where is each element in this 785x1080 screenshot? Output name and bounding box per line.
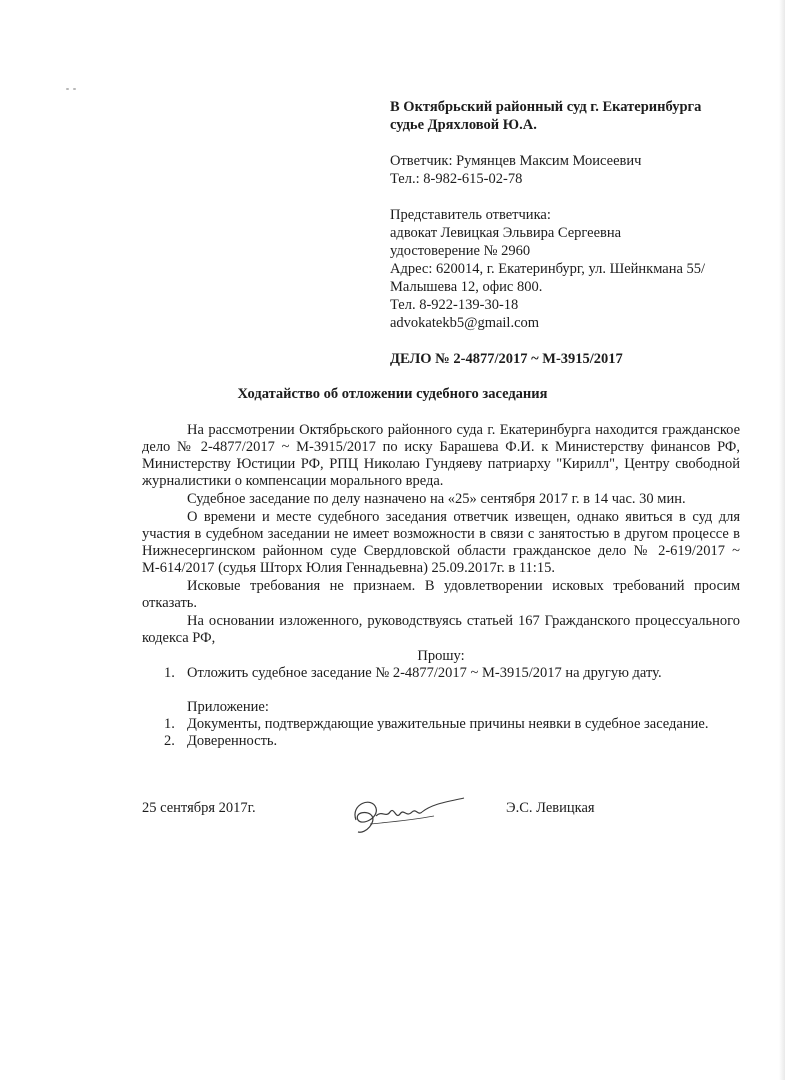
representative-phone: Тел. 8-922-139-30-18 — [390, 297, 519, 313]
list-item — [142, 665, 740, 682]
representative-name: адвокат Левицкая Эльвира Сергеевна — [390, 225, 622, 241]
list-item-text: Документы, подтверждающие уважительные причины неявки в судебное заседание. — [187, 716, 709, 732]
paragraph-legal-basis: На основании изложенного, руководствуясь статьей 167 Гражданского процессуального кодекса РФ, — [142, 613, 740, 646]
scan-edge-shadow — [779, 0, 785, 1080]
attachments-label: Приложение: — [187, 699, 269, 715]
list-item-text: Доверенность. — [187, 733, 278, 749]
list-item-text: Отложить судебное заседание № 2-4877/2017 ~ М-3915/2017 на другую дату. — [187, 665, 662, 681]
signer-name: Э.С. Левицкая — [506, 800, 595, 816]
representative-address-line-2: Малышева 12, офис 800. — [390, 279, 543, 295]
document-title: Ходатайство об отложении судебного заседания — [237, 386, 548, 402]
list-item — [142, 733, 740, 750]
court-line-2: судье Дряхловой Ю.А. — [390, 117, 537, 133]
scan-speck — [73, 88, 76, 90]
addressee-block — [390, 98, 770, 368]
signature-block — [142, 800, 742, 840]
list-item-number: 1. — [164, 716, 175, 732]
defendant-name: Ответчик: Румянцев Максим Моисеевич — [390, 153, 642, 169]
list-item — [142, 716, 740, 733]
paragraph-hearing-date: Судебное заседание по делу назначено на «25» сентября 2017 г. в 14 час. 30 мин. — [187, 491, 686, 507]
case-number: ДЕЛО № 2-4877/2017 ~ М-3915/2017 — [390, 351, 623, 367]
paragraph-claims-position: Исковые требования не признаем. В удовлетворении исковых требований просим отказать. — [142, 578, 740, 611]
list-item-number: 1. — [164, 665, 175, 681]
handwritten-signature — [342, 790, 482, 840]
attachments-list — [142, 716, 740, 750]
defendant-phone: Тел.: 8-982-615-02-78 — [390, 171, 523, 187]
representative-certificate: удостоверение № 2960 — [390, 243, 531, 259]
representative-address-line-1: Адрес: 620014, г. Екатеринбург, ул. Шейнкмана 55/ — [390, 261, 706, 277]
paragraph-absence-reason: О времени и месте судебного заседания ответчик извещен, однако явиться в суд для участия в судебном заседании не имеет возможности в связи с занятостью в другом процессе в Нижнесергинском районном суде Свердловской области гражданское дело № 2-619/2017 ~ М-614/2017 (судья Шторх Юлия Геннадьевна) 25.09.2017г. в 11:15. — [142, 509, 740, 576]
representative-label: Представитель ответчика: — [390, 207, 551, 223]
scan-speck — [66, 88, 69, 90]
representative-email: advokatekb5@gmail.com — [390, 315, 540, 331]
list-item-number: 2. — [164, 733, 175, 749]
court-line-1: В Октябрьский районный суд г. Екатеринбурга — [390, 99, 702, 115]
paragraph-case-info: На рассмотрении Октябрьского районного суда г. Екатеринбурга находится гражданское дело № 2-4877/2017 ~ М-3915/2017 по иску Барашева Ф.И. к Министерству финансов РФ, Министерству Юстиции РФ, РПЦ Николаю Гундяеву патриарху "Кирилл", Центру свободной журналистики о компенсации морального вреда. — [142, 422, 740, 489]
request-label: Прошу: — [417, 648, 465, 664]
document-date: 25 сентября 2017г. — [142, 800, 256, 816]
request-list — [142, 665, 740, 682]
document-body — [142, 422, 740, 750]
